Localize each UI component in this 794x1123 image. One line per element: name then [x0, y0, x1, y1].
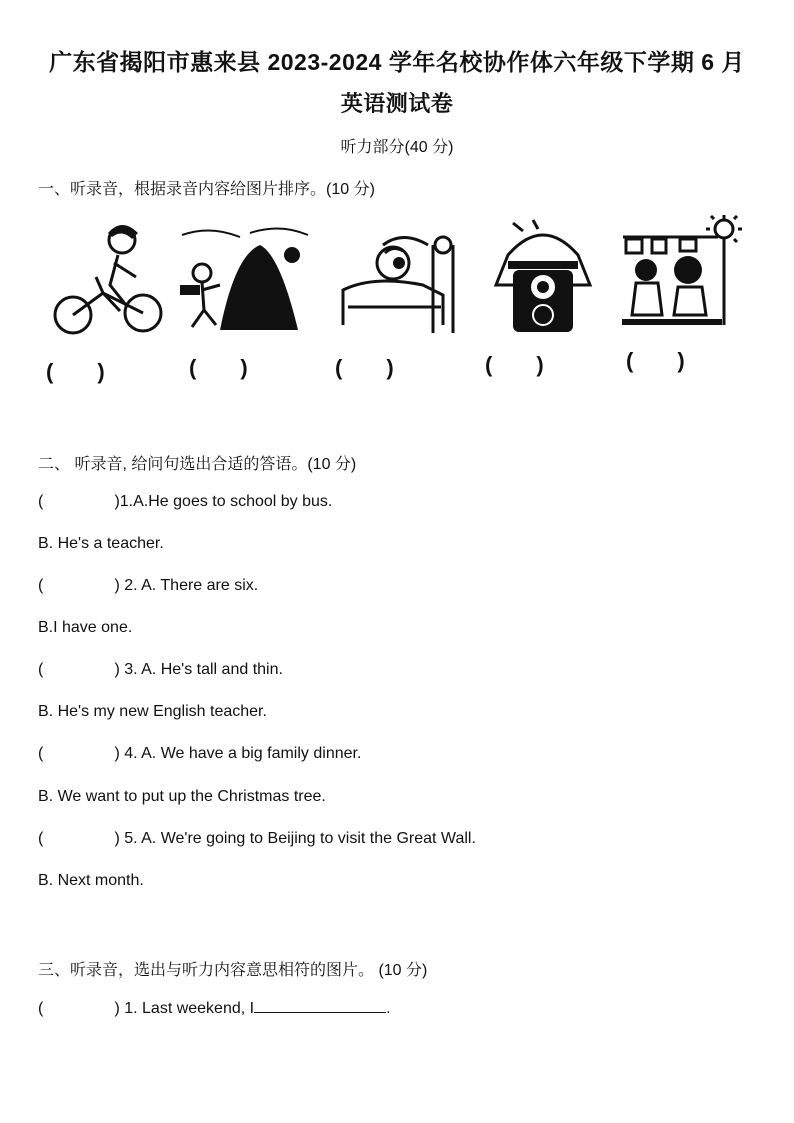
taking-photos-icon — [478, 215, 608, 340]
q5-option-b: B. Next month. — [38, 872, 144, 889]
q1-option-a: ( )1.A.He goes to school by bus. — [38, 493, 333, 510]
q1-option-b: B. He's a teacher. — [38, 535, 164, 552]
q4-option-b: B. We want to put up the Christmas tree. — [38, 788, 326, 805]
q5-option-a: ( ) 5. A. We're going to Beijing to visit the Great Wall. — [38, 830, 476, 847]
section-1-heading: 一、听录音，根据录音内容给图片排序。(10 分) — [38, 181, 375, 198]
section-1-answer-brackets — [0, 348, 794, 387]
section-3-q1-suffix: . — [386, 1000, 391, 1017]
answer-bracket-5[interactable]: ( ) — [626, 348, 685, 373]
exam-title-line-1: 广东省揭阳市惠来县 2023-2024 学年名校协作体六年级下学期 6 月 — [49, 49, 745, 75]
answer-bracket-2[interactable]: ( ) — [189, 355, 248, 380]
boy-riding-bike-icon — [48, 215, 178, 340]
answer-bracket-3[interactable]: ( ) — [335, 355, 394, 380]
listening-part-subtitle: 听力部分(40 分) — [340, 139, 454, 156]
section-3-q1-prefix: ( ) 1. Last weekend, I — [38, 1000, 255, 1017]
q2-option-b: B.I have one. — [38, 619, 133, 636]
answer-blank[interactable] — [254, 998, 386, 1013]
section-3-heading: 三、听录音，选出与听力内容意思相符的图片。 (10 分) — [38, 962, 428, 979]
q4-option-a: ( ) 4. A. We have a big family dinner. — [38, 745, 362, 762]
section-3-question-1 — [38, 998, 391, 1018]
hanging-clothes-sunny-icon — [618, 215, 748, 340]
answer-bracket-4[interactable]: ( ) — [485, 352, 544, 377]
q2-option-a: ( ) 2. A. There are six. — [38, 577, 259, 594]
q3-option-a: ( ) 3. A. He's tall and thin. — [38, 661, 283, 678]
section-2-heading: 二、 听录音, 给问句选出合适的答语。(10 分) — [38, 456, 357, 473]
sick-in-bed-icon — [333, 215, 463, 340]
answer-bracket-1[interactable]: ( ) — [46, 359, 105, 384]
climbing-mountain-icon — [180, 215, 310, 340]
exam-title-line-2: 英语测试卷 — [340, 91, 454, 116]
q3-option-b: B. He's my new English teacher. — [38, 703, 267, 720]
